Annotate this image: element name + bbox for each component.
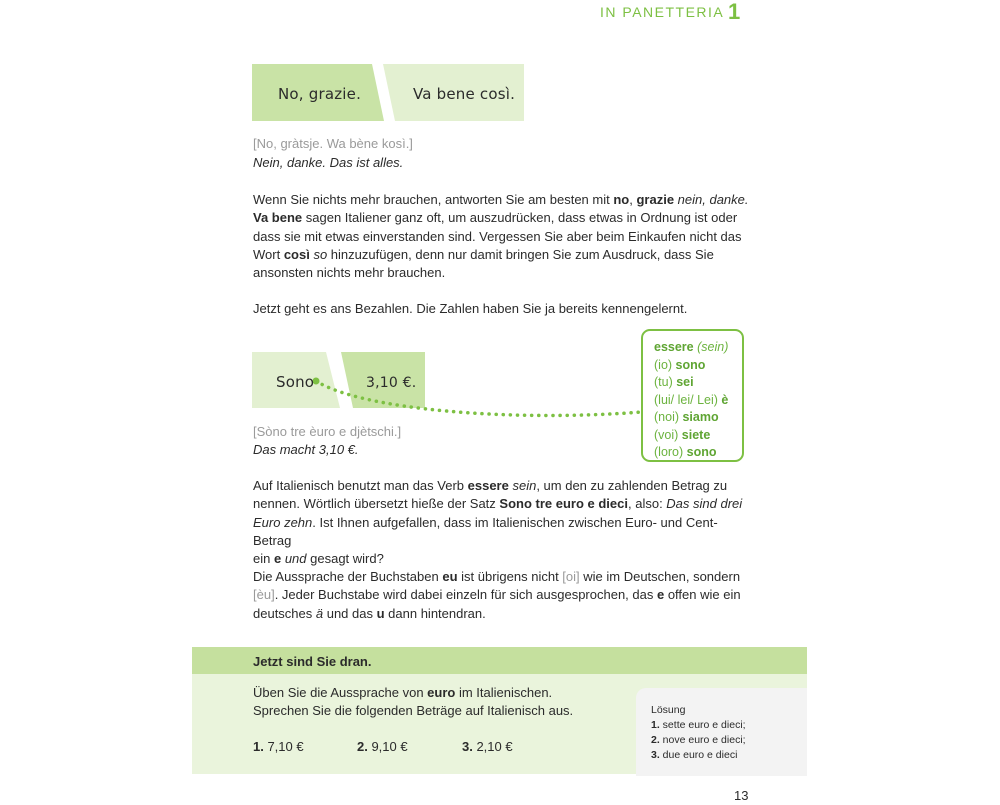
exercise-instruction-2: Sprechen Sie die folgenden Beträge auf Italienisch aus.: [253, 703, 574, 718]
verb-row: (noi) siamo: [654, 410, 719, 424]
exercise-item: 3. 2,10 €: [462, 739, 513, 754]
chapter-title: IN PANETTERIA: [600, 4, 725, 20]
translation-2: Das macht 3,10 €.: [253, 442, 359, 457]
exercise-item: 2. 9,10 €: [357, 739, 408, 754]
chapter-number: 1: [728, 0, 741, 24]
verb-row: (loro) sono: [654, 445, 717, 459]
verb-row: (voi) siete: [654, 427, 711, 442]
page-number: 13: [734, 788, 749, 803]
bubble-price: 3,10 €.: [366, 375, 417, 391]
verb-row: (tu) sei: [654, 375, 694, 389]
paragraph-2: Jetzt geht es ans Bezahlen. Die Zahlen haben Sie ja bereits kennengelernt.: [253, 301, 688, 316]
solution-item: 3. due euro e dieci: [651, 749, 738, 761]
pronunciation-1: [No, gràtsje. Wa bène kosì.]: [253, 136, 413, 151]
bubble-no-grazie: No, grazie.: [278, 85, 362, 103]
pronunciation-2: [Sòno tre èuro e djètschi.]: [253, 424, 402, 439]
solution-item: 1. sette euro e dieci;: [651, 719, 746, 731]
exercise-item: 1. 7,10 €: [253, 739, 304, 754]
paragraph-1: Wenn Sie nichts mehr brauchen, antworten Sie am besten mit no, grazie nein, danke. Va bene sagen Italiener ganz oft, um auszudrücken, dass etwas in Ordnung ist oder dass sie mit etwas einverstanden sind. Vergessen Sie aber beim Einkaufen nicht das Wort così so hinzuzufügen, denn nur damit bringen Sie zum Ausdruck, dass Sie ansonsten nichts mehr brauchen.: [253, 192, 749, 281]
bubble-va-bene: Va bene così.: [413, 85, 516, 103]
exercise-title: Jetzt sind Sie dran.: [253, 654, 372, 669]
bubble-sono: Sono: [276, 373, 315, 391]
translation-1: Nein, danke. Das ist alles.: [253, 155, 404, 170]
paragraph-3: Auf Italienisch benutzt man das Verb essere sein, um den zu zahlenden Betrag zu nennen. Wörtlich übersetzt hieße der Satz Sono tre euro e dieci, also: Das sind drei Euro zehn. Ist Ihnen aufgefallen, dass im Italienischen zwischen Euro- und Cent-Betrag ein e und gesagt wird?: [253, 478, 743, 567]
verb-title: essere (sein): [654, 340, 729, 354]
verb-row: (io) sono: [654, 357, 706, 372]
verb-row: (lui/ lei/ Lei) è: [654, 392, 729, 407]
verb-conjugation-box: [641, 329, 744, 462]
solution-title: Lösung: [651, 704, 686, 716]
paragraph-4: Die Aussprache der Buchstaben eu ist übrigens nicht [oi] wie im Deutschen, sondern [èu]. Jeder Buchstabe wird dabei einzeln für sich ausgesprochen, das e offen wie ein deutsches ä und das u dann hintendran.: [253, 569, 741, 621]
exercise-instruction-1: Üben Sie die Aussprache von euro im Italienischen.: [253, 685, 553, 700]
solution-item: 2. nove euro e dieci;: [651, 734, 746, 746]
